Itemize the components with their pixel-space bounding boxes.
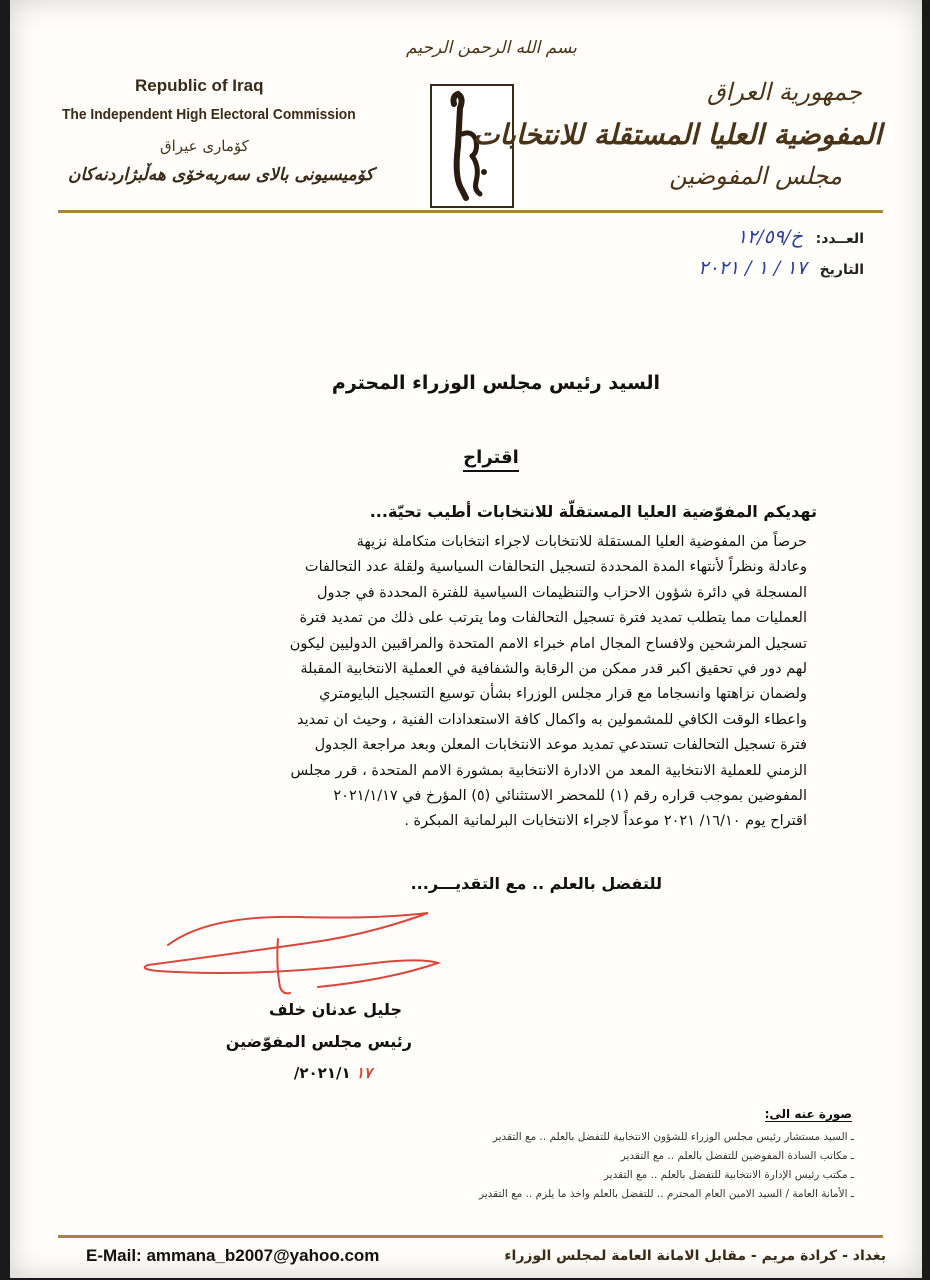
body-line: فترة تسجيل التحالفات تستدعي تمديد موعد الانتخابات المعلن وبعد مراجعة الجدول bbox=[314, 737, 807, 754]
handwritten-signature bbox=[128, 905, 448, 1005]
cc-item: ـ مكاتب السادة المفوضين للتفضل بالعلم .. مع التقدير bbox=[620, 1150, 854, 1162]
body-paragraph bbox=[110, 530, 807, 835]
body-line: العمليات مما يتطلب تمديد فترة تسجيل التحالفات وما يترتب على ذلك من تمديد فترة bbox=[299, 610, 807, 627]
footer-email: E-Mail: ammana_b2007@yahoo.com bbox=[86, 1246, 380, 1265]
signatory-name: جليل عدنان خلف bbox=[269, 1000, 402, 1019]
signature-date-printed: ٢٠٢١/١/ bbox=[293, 1064, 351, 1082]
header-divider bbox=[58, 210, 883, 213]
cc-title: صورة عنه الى: bbox=[764, 1107, 852, 1121]
subject-text: اقتراح bbox=[463, 447, 519, 472]
body-line: المسجلة في دائرة شؤون الاحزاب والتنظيمات السياسية للفترة المحددة في جدول bbox=[316, 584, 807, 601]
header-ar-country: جمهورية العراق bbox=[706, 78, 862, 106]
header-en-commission: The Independent High Electoral Commission bbox=[62, 106, 356, 123]
greeting: تهديكم المفوّضية العليا المستقلّة للانتخابات أطيب تحيّة... bbox=[369, 502, 817, 521]
reference-number-value: خ/١٢/٥٩ bbox=[736, 226, 803, 248]
footer-divider bbox=[58, 1235, 883, 1238]
reference-date-value: ١٧ / ١ / ٢٠٢١ bbox=[698, 257, 807, 279]
reference-date-label: التاريخ bbox=[819, 262, 864, 278]
signatory-title: رئيس مجلس المفوّضين bbox=[225, 1032, 412, 1051]
body-line: لهم دور في تحقيق اكبر قدر ممكن من الرقابة والشفافية في العملية الانتخابية المقبلة bbox=[300, 661, 807, 678]
subject bbox=[60, 447, 922, 468]
header-en-country: Republic of Iraq bbox=[135, 76, 264, 95]
cc-list bbox=[479, 1128, 854, 1204]
body-line: حرصاً من المفوضية العليا المستقلة للانتخابات لاجراء انتخابات متكاملة نزيهة bbox=[356, 534, 807, 550]
footer-address: بغداد - كرادة مريم - مقابل الامانة العامة لمجلس الوزراء bbox=[504, 1248, 886, 1264]
header-ar-council: مجلس المفوضين bbox=[669, 162, 842, 190]
header-ku-country: كۆماری عیراق bbox=[160, 137, 249, 155]
closing: للتفضل بالعلم .. مع التقديـــر... bbox=[410, 874, 662, 893]
letter-page bbox=[10, 0, 922, 1278]
addressee: السيد رئيس مجلس الوزراء المحترم bbox=[331, 372, 661, 394]
body-line: اقتراح يوم ١٦/١٠/ ٢٠٢١ موعداً لاجراء الانتخابات البرلمانية المبكرة . bbox=[404, 813, 807, 830]
body-line: وعادلة ونظراً لأنتهاء المدة المحددة لتسجيل التحالفات السياسية ولقلة عدد التحالفات bbox=[304, 559, 807, 576]
cc-item: ـ السيد مستشار رئيس مجلس الوزراء للشؤون الانتخابية للتفضل بالعلم .. مع التقدير bbox=[492, 1131, 854, 1143]
cc-item: ـ الأمانة العامة / السيد الامين العام المحترم .. للتفضل بالعلم واخذ ما يلزم .. مع التقدير bbox=[478, 1188, 854, 1200]
signature-date bbox=[294, 1064, 372, 1082]
body-line: ولضمان نزاهتها وانسجاما مع قرار مجلس الوزراء بشأن توسيع التسجيل البايومتري bbox=[319, 686, 807, 703]
body-line: الزمني للعملية الانتخابية المعد من الادارة الانتخابية بمشورة الامم المتحدة ، قرر مجلس bbox=[290, 762, 807, 779]
basmala: بسم الله الرحمن الرحيم bbox=[406, 38, 577, 58]
reference-date bbox=[698, 257, 864, 279]
reference-number-label: العــدد: bbox=[815, 231, 864, 247]
header-ar-commission: المفوضية العليا المستقلة للانتخابات bbox=[473, 118, 882, 151]
body-line: المفوضين بموجب قراره رقم (١) للمحضر الاستثنائي (٥) المؤرخ في ٢٠٢١/١/١٧ bbox=[333, 788, 807, 805]
cc-item: ـ مكتب رئيس الإدارة الانتخابية للتفضل بالعلم .. مع التقدير bbox=[603, 1169, 854, 1181]
body-line: تسجيل المرشحين ولافساح المجال امام خبراء الامم المتحدة والمراقبين الدوليين ليكون bbox=[289, 635, 807, 652]
reference-number bbox=[737, 226, 864, 248]
header-ku-commission: كۆمیسیونی بالای سەربەخۆی هەڵبژاردنەكان bbox=[68, 165, 374, 185]
body-line: واعطاء الوقت الكافي للمشمولين به واكمال كافة الاستعدادات الفنية ، وحيث ان تمديد bbox=[297, 711, 807, 728]
signature-date-handwritten: ١٧ bbox=[355, 1064, 372, 1082]
